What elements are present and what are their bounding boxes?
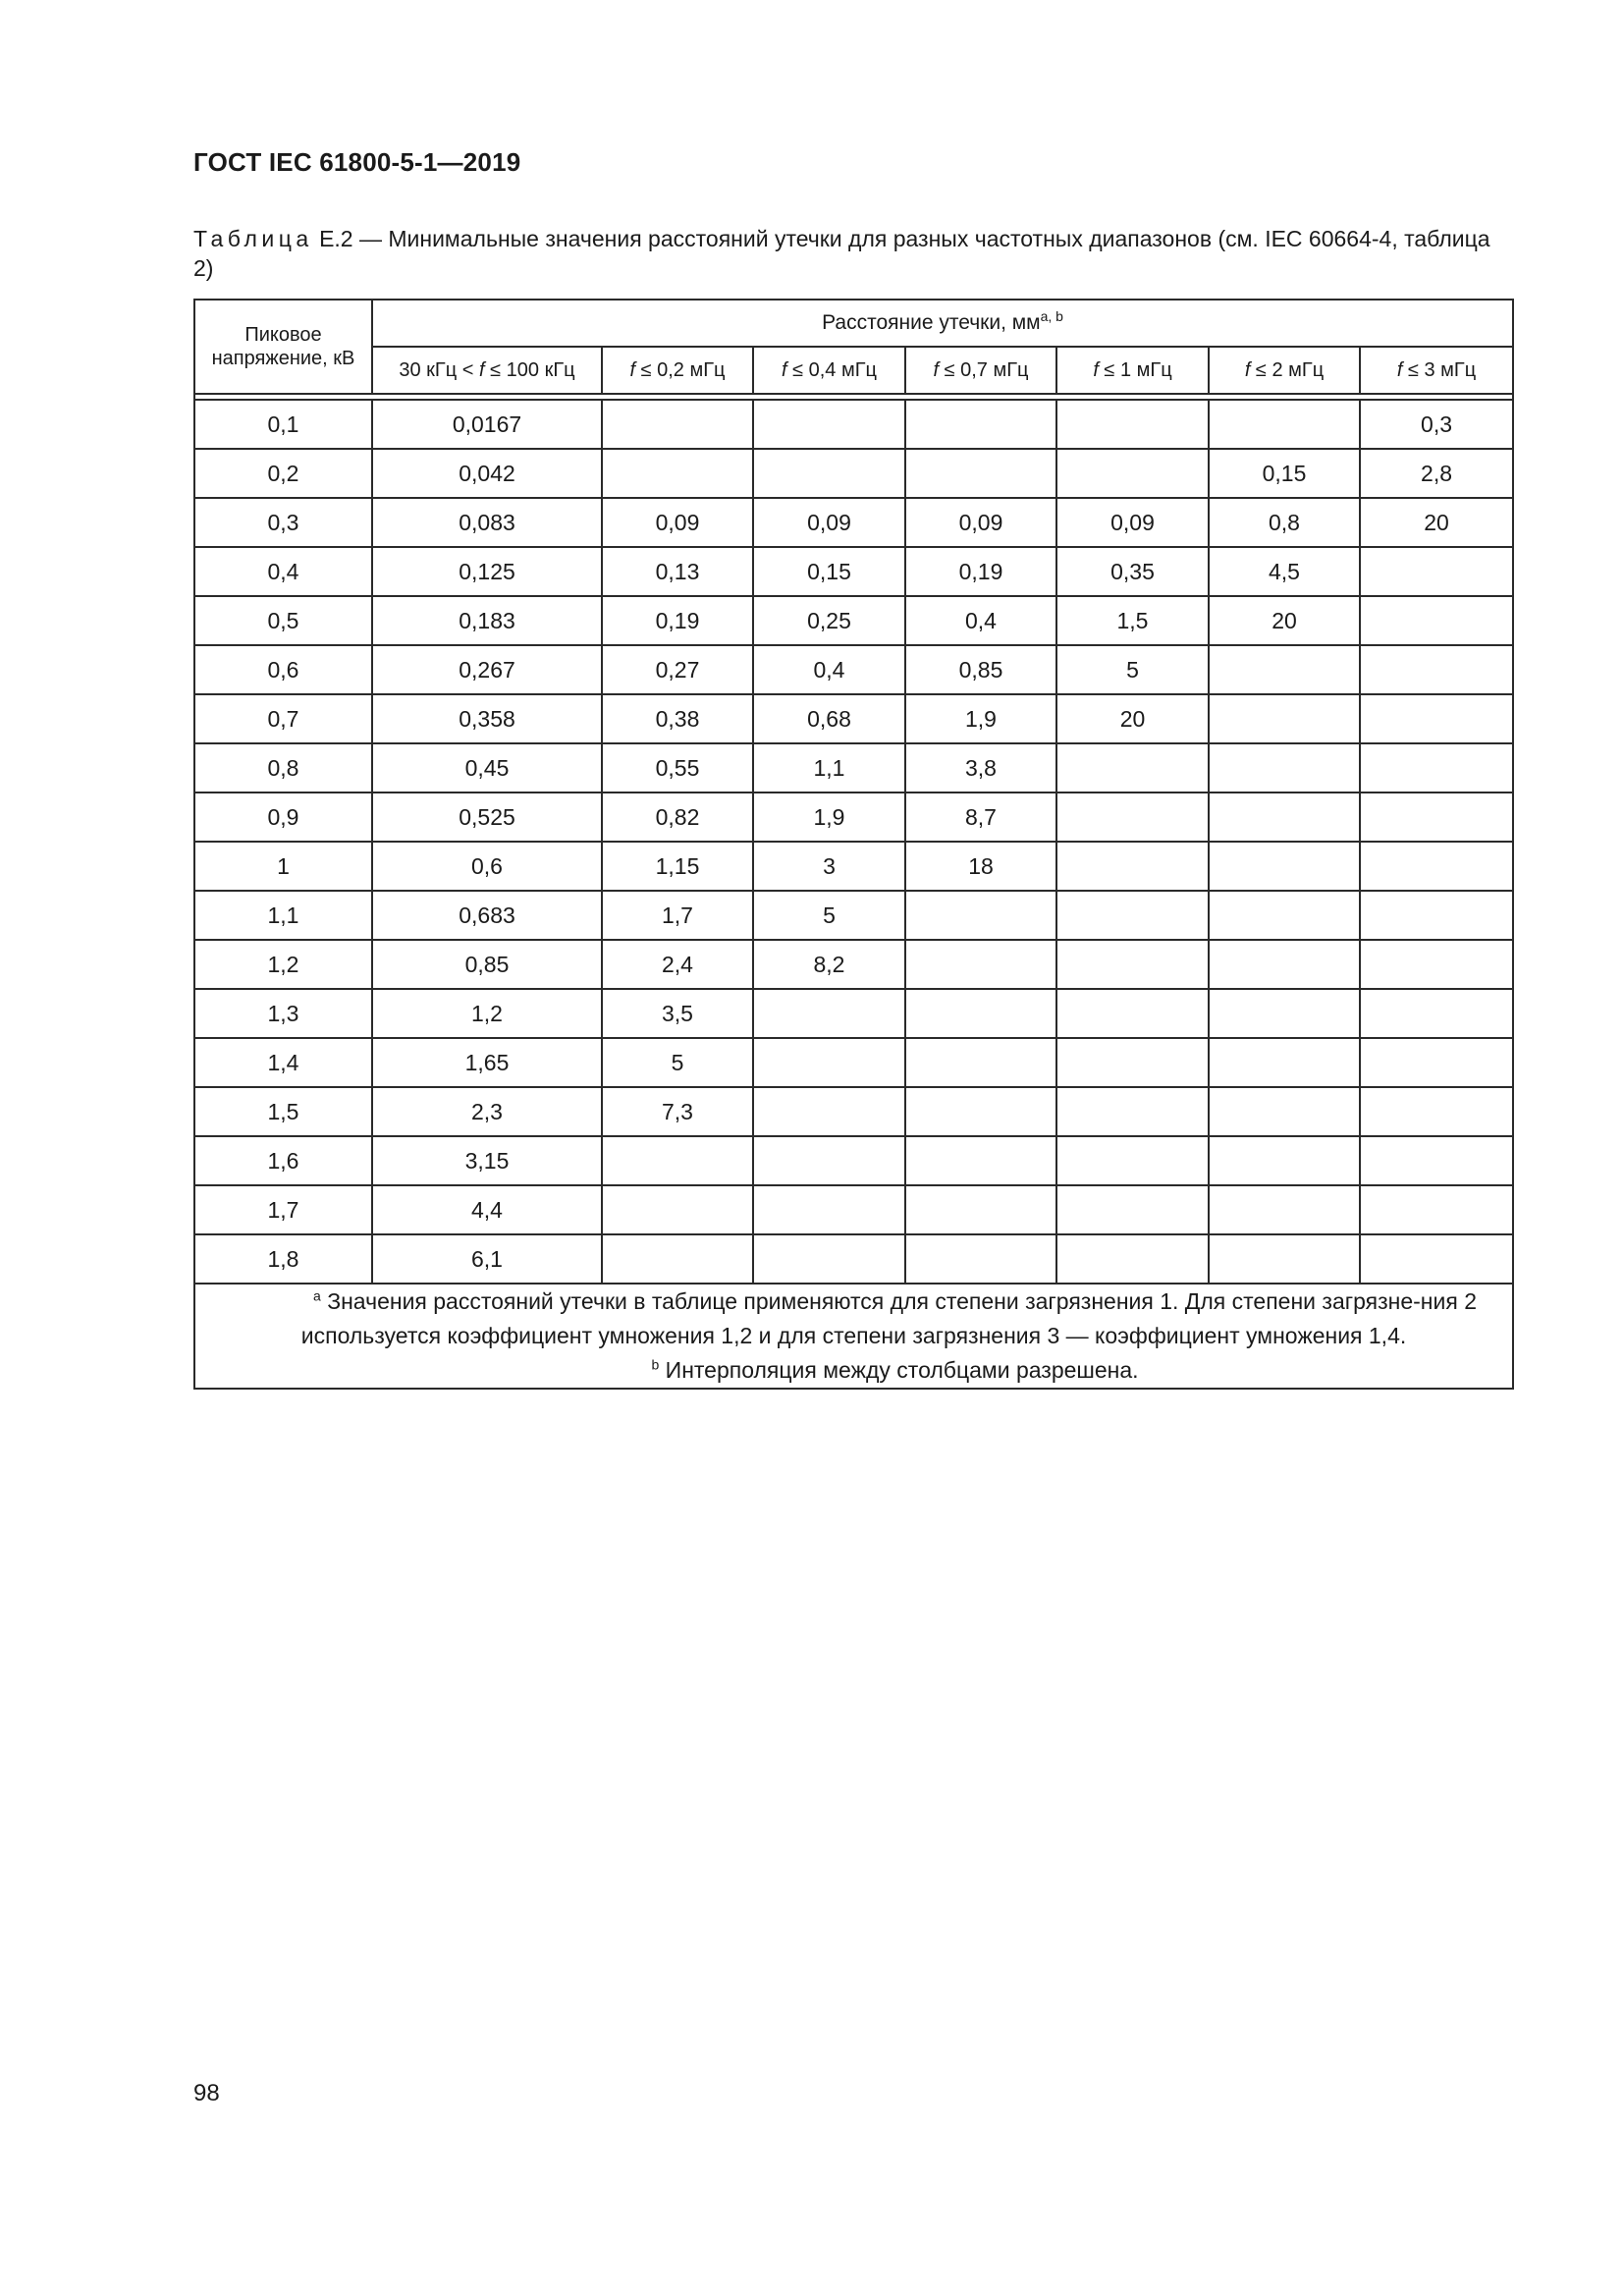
caption-text: Е.2 — Минимальные значения расстояний утечки для разных частотных диапазонов (см. IEC 60664-4, таблица 2) — [193, 226, 1490, 281]
creepage-cell: 2,8 — [1360, 449, 1513, 498]
creepage-cell: 3,8 — [905, 743, 1056, 793]
creepage-cell — [1360, 1185, 1513, 1234]
voltage-cell: 1,6 — [194, 1136, 372, 1185]
creepage-cell: 18 — [905, 842, 1056, 891]
creepage-cell: 4,4 — [372, 1185, 602, 1234]
creepage-cell — [905, 989, 1056, 1038]
frequency-prefix: 30 кГц < — [399, 358, 479, 381]
creepage-footnote-refs: a, b — [1040, 308, 1063, 324]
frequency-symbol: f — [1396, 358, 1403, 381]
creepage-cell — [602, 449, 753, 498]
creepage-cell — [1056, 1185, 1209, 1234]
creepage-cell: 0,15 — [1209, 449, 1360, 498]
voltage-cell: 0,7 — [194, 694, 372, 743]
creepage-cell: 0,525 — [372, 793, 602, 842]
creepage-cell — [1360, 989, 1513, 1038]
creepage-cell — [753, 449, 905, 498]
creepage-cell: 2,4 — [602, 940, 753, 989]
table-row — [194, 596, 1513, 645]
voltage-cell: 1,8 — [194, 1234, 372, 1284]
voltage-cell: 0,8 — [194, 743, 372, 793]
table-row — [194, 891, 1513, 940]
creepage-cell — [1209, 1136, 1360, 1185]
creepage-cell — [905, 400, 1056, 449]
creepage-cell — [1209, 400, 1360, 449]
table-row — [194, 989, 1513, 1038]
creepage-cell: 0,267 — [372, 645, 602, 694]
creepage-cell: 1,15 — [602, 842, 753, 891]
creepage-cell: 0,13 — [602, 547, 753, 596]
creepage-cell — [602, 1136, 753, 1185]
creepage-cell: 8,7 — [905, 793, 1056, 842]
table-row — [194, 645, 1513, 694]
creepage-cell — [905, 940, 1056, 989]
voltage-cell: 1,1 — [194, 891, 372, 940]
creepage-cell — [753, 1136, 905, 1185]
creepage-cell: 1,2 — [372, 989, 602, 1038]
creepage-cell: 0,38 — [602, 694, 753, 743]
table-row — [194, 1087, 1513, 1136]
creepage-cell — [753, 1234, 905, 1284]
creepage-cell — [1360, 645, 1513, 694]
creepage-cell — [905, 1087, 1056, 1136]
frequency-header-2 — [602, 347, 753, 394]
creepage-cell — [905, 1136, 1056, 1185]
table-row — [194, 743, 1513, 793]
table-row — [194, 694, 1513, 743]
creepage-cell — [1209, 940, 1360, 989]
voltage-cell: 1,3 — [194, 989, 372, 1038]
creepage-cell — [602, 1185, 753, 1234]
table-caption — [193, 224, 1509, 283]
frequency-symbol: f — [479, 358, 485, 381]
creepage-cell: 0,19 — [905, 547, 1056, 596]
voltage-cell: 0,4 — [194, 547, 372, 596]
notes-row — [194, 1284, 1513, 1389]
footnote-text: Значения расстояний утечки в таблице применяются для степени загрязнения 1. Для степени загрязне-ния 2 используется коэффициент умножения 1,2 и для степени загрязнения 3 — коэффициент умножения 1,4. — [300, 1288, 1477, 1348]
creepage-cell — [1209, 694, 1360, 743]
creepage-cell — [1209, 842, 1360, 891]
creepage-cell: 4,5 — [1209, 547, 1360, 596]
table-notes — [194, 1284, 1513, 1389]
creepage-cell: 0,68 — [753, 694, 905, 743]
frequency-limit: ≤ 0,4 мГц — [786, 358, 878, 381]
creepage-cell: 1,7 — [602, 891, 753, 940]
creepage-cell: 0,042 — [372, 449, 602, 498]
creepage-cell: 5 — [602, 1038, 753, 1087]
frequency-limit: ≤ 100 кГц — [484, 358, 575, 381]
creepage-cell — [1360, 1087, 1513, 1136]
creepage-cell — [1209, 1038, 1360, 1087]
voltage-cell: 0,5 — [194, 596, 372, 645]
creepage-cell: 20 — [1209, 596, 1360, 645]
creepage-cell — [1360, 1136, 1513, 1185]
creepage-cell — [905, 449, 1056, 498]
table-row — [194, 498, 1513, 547]
voltage-cell: 0,2 — [194, 449, 372, 498]
creepage-cell — [753, 1038, 905, 1087]
creepage-cell — [1056, 891, 1209, 940]
document-header: ГОСТ IEC 61800-5-1—2019 — [193, 147, 521, 177]
creepage-cell — [1360, 891, 1513, 940]
table-row — [194, 1038, 1513, 1087]
creepage-table — [193, 299, 1514, 1390]
frequency-limit: ≤ 0,2 мГц — [635, 358, 726, 381]
creepage-cell — [1360, 1234, 1513, 1284]
creepage-cell: 0,55 — [602, 743, 753, 793]
creepage-cell: 1,9 — [905, 694, 1056, 743]
creepage-cell — [1209, 989, 1360, 1038]
creepage-cell — [1209, 743, 1360, 793]
creepage-cell: 0,82 — [602, 793, 753, 842]
creepage-cell: 20 — [1056, 694, 1209, 743]
creepage-cell: 0,85 — [905, 645, 1056, 694]
creepage-cell: 0,683 — [372, 891, 602, 940]
caption-label: Таблица — [193, 226, 313, 251]
creepage-cell — [753, 1087, 905, 1136]
table-row — [194, 1185, 1513, 1234]
header-creepage-group — [372, 300, 1513, 347]
creepage-cell: 0,4 — [905, 596, 1056, 645]
frequency-limit: ≤ 3 мГц — [1402, 358, 1477, 381]
frequency-header-4 — [905, 347, 1056, 394]
voltage-cell: 1,7 — [194, 1185, 372, 1234]
creepage-cell: 0,35 — [1056, 547, 1209, 596]
header-peak-voltage: Пиковое напряжение, кВ — [194, 300, 372, 394]
creepage-cell: 1,9 — [753, 793, 905, 842]
creepage-cell: 0,358 — [372, 694, 602, 743]
table-body — [194, 394, 1513, 1389]
frequency-symbol: f — [781, 358, 787, 381]
frequency-header-row — [194, 347, 1513, 394]
creepage-cell: 7,3 — [602, 1087, 753, 1136]
creepage-cell — [905, 1185, 1056, 1234]
creepage-cell — [1056, 449, 1209, 498]
table-row — [194, 400, 1513, 449]
creepage-cell — [1209, 793, 1360, 842]
voltage-cell: 0,6 — [194, 645, 372, 694]
creepage-cell: 0,09 — [905, 498, 1056, 547]
frequency-symbol: f — [1244, 358, 1251, 381]
frequency-limit: ≤ 0,7 мГц — [939, 358, 1029, 381]
creepage-cell — [905, 891, 1056, 940]
voltage-cell: 0,1 — [194, 400, 372, 449]
footnote-b — [195, 1353, 1512, 1388]
creepage-cell — [1056, 1234, 1209, 1284]
creepage-cell — [1209, 1234, 1360, 1284]
creepage-cell — [905, 1038, 1056, 1087]
creepage-cell: 0,0167 — [372, 400, 602, 449]
voltage-cell: 1,2 — [194, 940, 372, 989]
creepage-cell — [1209, 645, 1360, 694]
creepage-label: Расстояние утечки, мм — [822, 311, 1041, 334]
creepage-cell: 0,125 — [372, 547, 602, 596]
creepage-cell — [1056, 842, 1209, 891]
creepage-cell: 0,8 — [1209, 498, 1360, 547]
creepage-cell — [1056, 940, 1209, 989]
creepage-cell: 5 — [753, 891, 905, 940]
creepage-cell: 5 — [1056, 645, 1209, 694]
creepage-cell: 0,15 — [753, 547, 905, 596]
frequency-header-3 — [753, 347, 905, 394]
footnote-text: Интерполяция между столбцами разрешена. — [659, 1357, 1139, 1383]
table-row — [194, 1234, 1513, 1284]
creepage-cell: 1,5 — [1056, 596, 1209, 645]
creepage-cell — [1056, 1136, 1209, 1185]
creepage-cell: 2,3 — [372, 1087, 602, 1136]
creepage-cell: 0,27 — [602, 645, 753, 694]
frequency-header-1 — [372, 347, 602, 394]
voltage-cell: 0,3 — [194, 498, 372, 547]
voltage-cell: 0,9 — [194, 793, 372, 842]
voltage-cell: 1,4 — [194, 1038, 372, 1087]
table-row — [194, 940, 1513, 989]
frequency-symbol: f — [1093, 358, 1099, 381]
creepage-cell — [602, 400, 753, 449]
frequency-symbol: f — [629, 358, 636, 381]
creepage-cell — [1056, 793, 1209, 842]
table-row — [194, 547, 1513, 596]
creepage-cell — [1209, 1087, 1360, 1136]
creepage-cell: 1,65 — [372, 1038, 602, 1087]
creepage-cell — [753, 400, 905, 449]
creepage-cell — [1056, 1038, 1209, 1087]
creepage-cell — [1056, 1087, 1209, 1136]
frequency-limit: ≤ 1 мГц — [1098, 358, 1172, 381]
creepage-cell: 3,5 — [602, 989, 753, 1038]
frequency-header-6 — [1209, 347, 1360, 394]
table-row — [194, 1136, 1513, 1185]
creepage-cell — [1209, 891, 1360, 940]
creepage-cell: 0,6 — [372, 842, 602, 891]
creepage-cell: 0,45 — [372, 743, 602, 793]
creepage-cell: 0,4 — [753, 645, 905, 694]
frequency-header-5 — [1056, 347, 1209, 394]
creepage-cell — [1209, 1185, 1360, 1234]
frequency-header-7 — [1360, 347, 1513, 394]
creepage-cell: 0,09 — [1056, 498, 1209, 547]
creepage-cell: 0,083 — [372, 498, 602, 547]
creepage-cell: 0,85 — [372, 940, 602, 989]
footnote-mark: b — [651, 1356, 660, 1373]
table-row — [194, 449, 1513, 498]
footnote-mark: a — [313, 1287, 321, 1304]
creepage-cell — [1056, 989, 1209, 1038]
creepage-cell: 1,1 — [753, 743, 905, 793]
creepage-cell — [1360, 842, 1513, 891]
creepage-cell: 6,1 — [372, 1234, 602, 1284]
frequency-limit: ≤ 2 мГц — [1250, 358, 1325, 381]
creepage-cell: 20 — [1360, 498, 1513, 547]
creepage-cell: 3,15 — [372, 1136, 602, 1185]
creepage-cell — [1360, 743, 1513, 793]
footnote-a — [195, 1285, 1512, 1353]
creepage-cell — [1360, 694, 1513, 743]
creepage-cell: 0,3 — [1360, 400, 1513, 449]
creepage-cell — [1360, 940, 1513, 989]
creepage-cell — [1056, 743, 1209, 793]
creepage-cell: 0,09 — [753, 498, 905, 547]
creepage-cell: 0,25 — [753, 596, 905, 645]
creepage-cell — [1360, 793, 1513, 842]
table-row — [194, 793, 1513, 842]
creepage-cell: 3 — [753, 842, 905, 891]
creepage-cell — [905, 1234, 1056, 1284]
creepage-cell — [753, 989, 905, 1038]
voltage-cell: 1 — [194, 842, 372, 891]
creepage-cell — [1056, 400, 1209, 449]
creepage-cell — [602, 1234, 753, 1284]
creepage-cell — [753, 1185, 905, 1234]
table-row — [194, 842, 1513, 891]
creepage-cell — [1360, 1038, 1513, 1087]
creepage-cell: 0,19 — [602, 596, 753, 645]
creepage-cell: 0,183 — [372, 596, 602, 645]
creepage-cell — [1360, 547, 1513, 596]
page-number: 98 — [193, 2080, 220, 2106]
creepage-cell: 0,09 — [602, 498, 753, 547]
creepage-cell: 8,2 — [753, 940, 905, 989]
frequency-symbol: f — [933, 358, 940, 381]
creepage-cell — [1360, 596, 1513, 645]
voltage-cell: 1,5 — [194, 1087, 372, 1136]
